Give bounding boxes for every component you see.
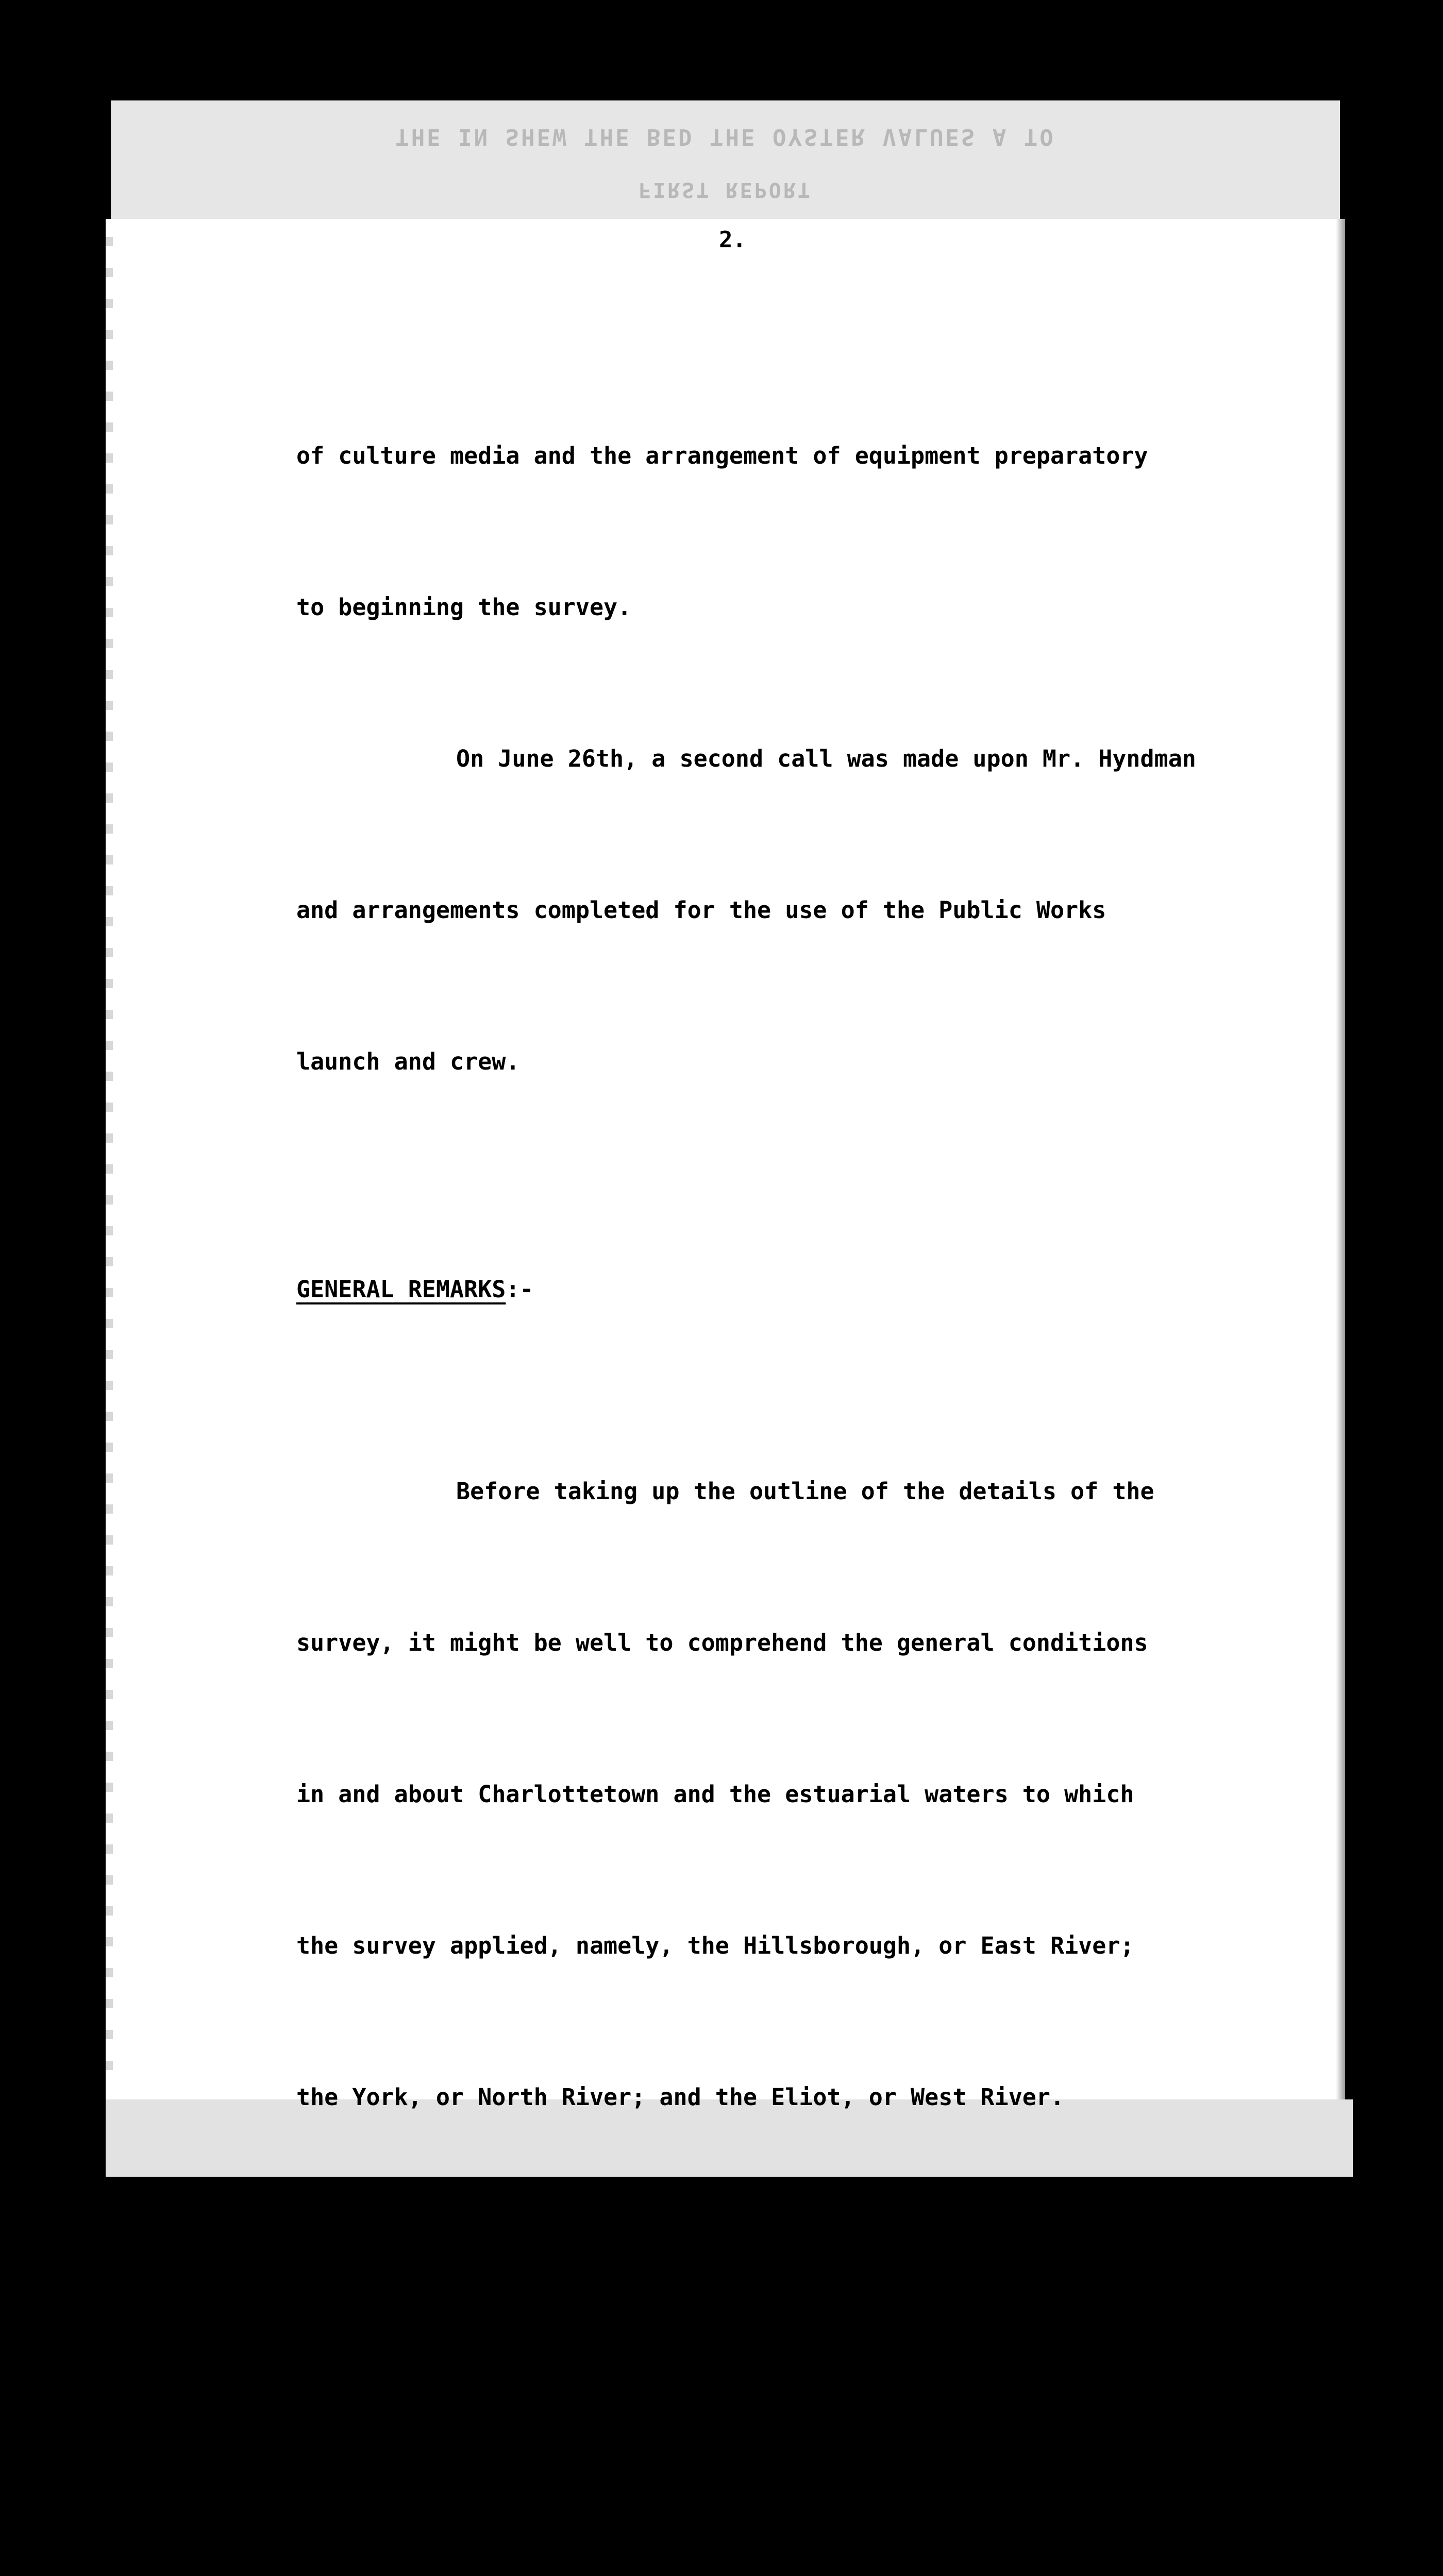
previous-sheet-edge: [111, 100, 1340, 224]
text-line: survey, it might be well to comprehend the general conditions: [296, 1629, 1148, 1656]
bleed-through-line-2: FIRST REPORT: [639, 178, 812, 201]
text-line: These three rivers unite to form Charlottetown Harbor, which: [296, 2235, 1134, 2262]
text-line: Before taking up the outline of the details of the: [456, 1478, 1154, 1505]
text-line: launch and crew.: [296, 1048, 520, 1075]
text-line: to beginning the survey.: [296, 594, 632, 621]
section-heading: GENERAL REMARKS: [296, 1276, 506, 1303]
page-number: 2.: [719, 227, 746, 253]
text-line: is connected directly with Hillsborough Bay, (Straits of: [296, 2386, 1079, 2414]
text-line: the survey applied, namely, the Hillsborough, or East River;: [296, 1932, 1134, 1959]
paper-right-edge: [1336, 219, 1345, 2102]
text-line: On June 26th, a second call was made upon Mr. Hyndman: [456, 745, 1196, 772]
section-heading-suffix: :-: [506, 1276, 534, 1303]
text-line: of culture media and the arrangement of equipment preparatory: [296, 442, 1148, 469]
text-line: Northumberland), by means of a relatively short and narrow: [296, 2538, 1106, 2565]
text-line: and arrangements completed for the use of the Public Works: [296, 896, 1106, 924]
bleed-through-line-1: THE IN SHEW THE BED THE OYSTER VALUES A TO: [395, 124, 1055, 150]
section-heading-line: [296, 1264, 1306, 1315]
document-body: [296, 330, 1306, 2576]
text-line: the York, or North River; and the Eliot, or West River.: [296, 2083, 1065, 2111]
text-line: in and about Charlottetown and the estuarial waters to which: [296, 1781, 1134, 1808]
left-margin-marks: [106, 237, 113, 2092]
